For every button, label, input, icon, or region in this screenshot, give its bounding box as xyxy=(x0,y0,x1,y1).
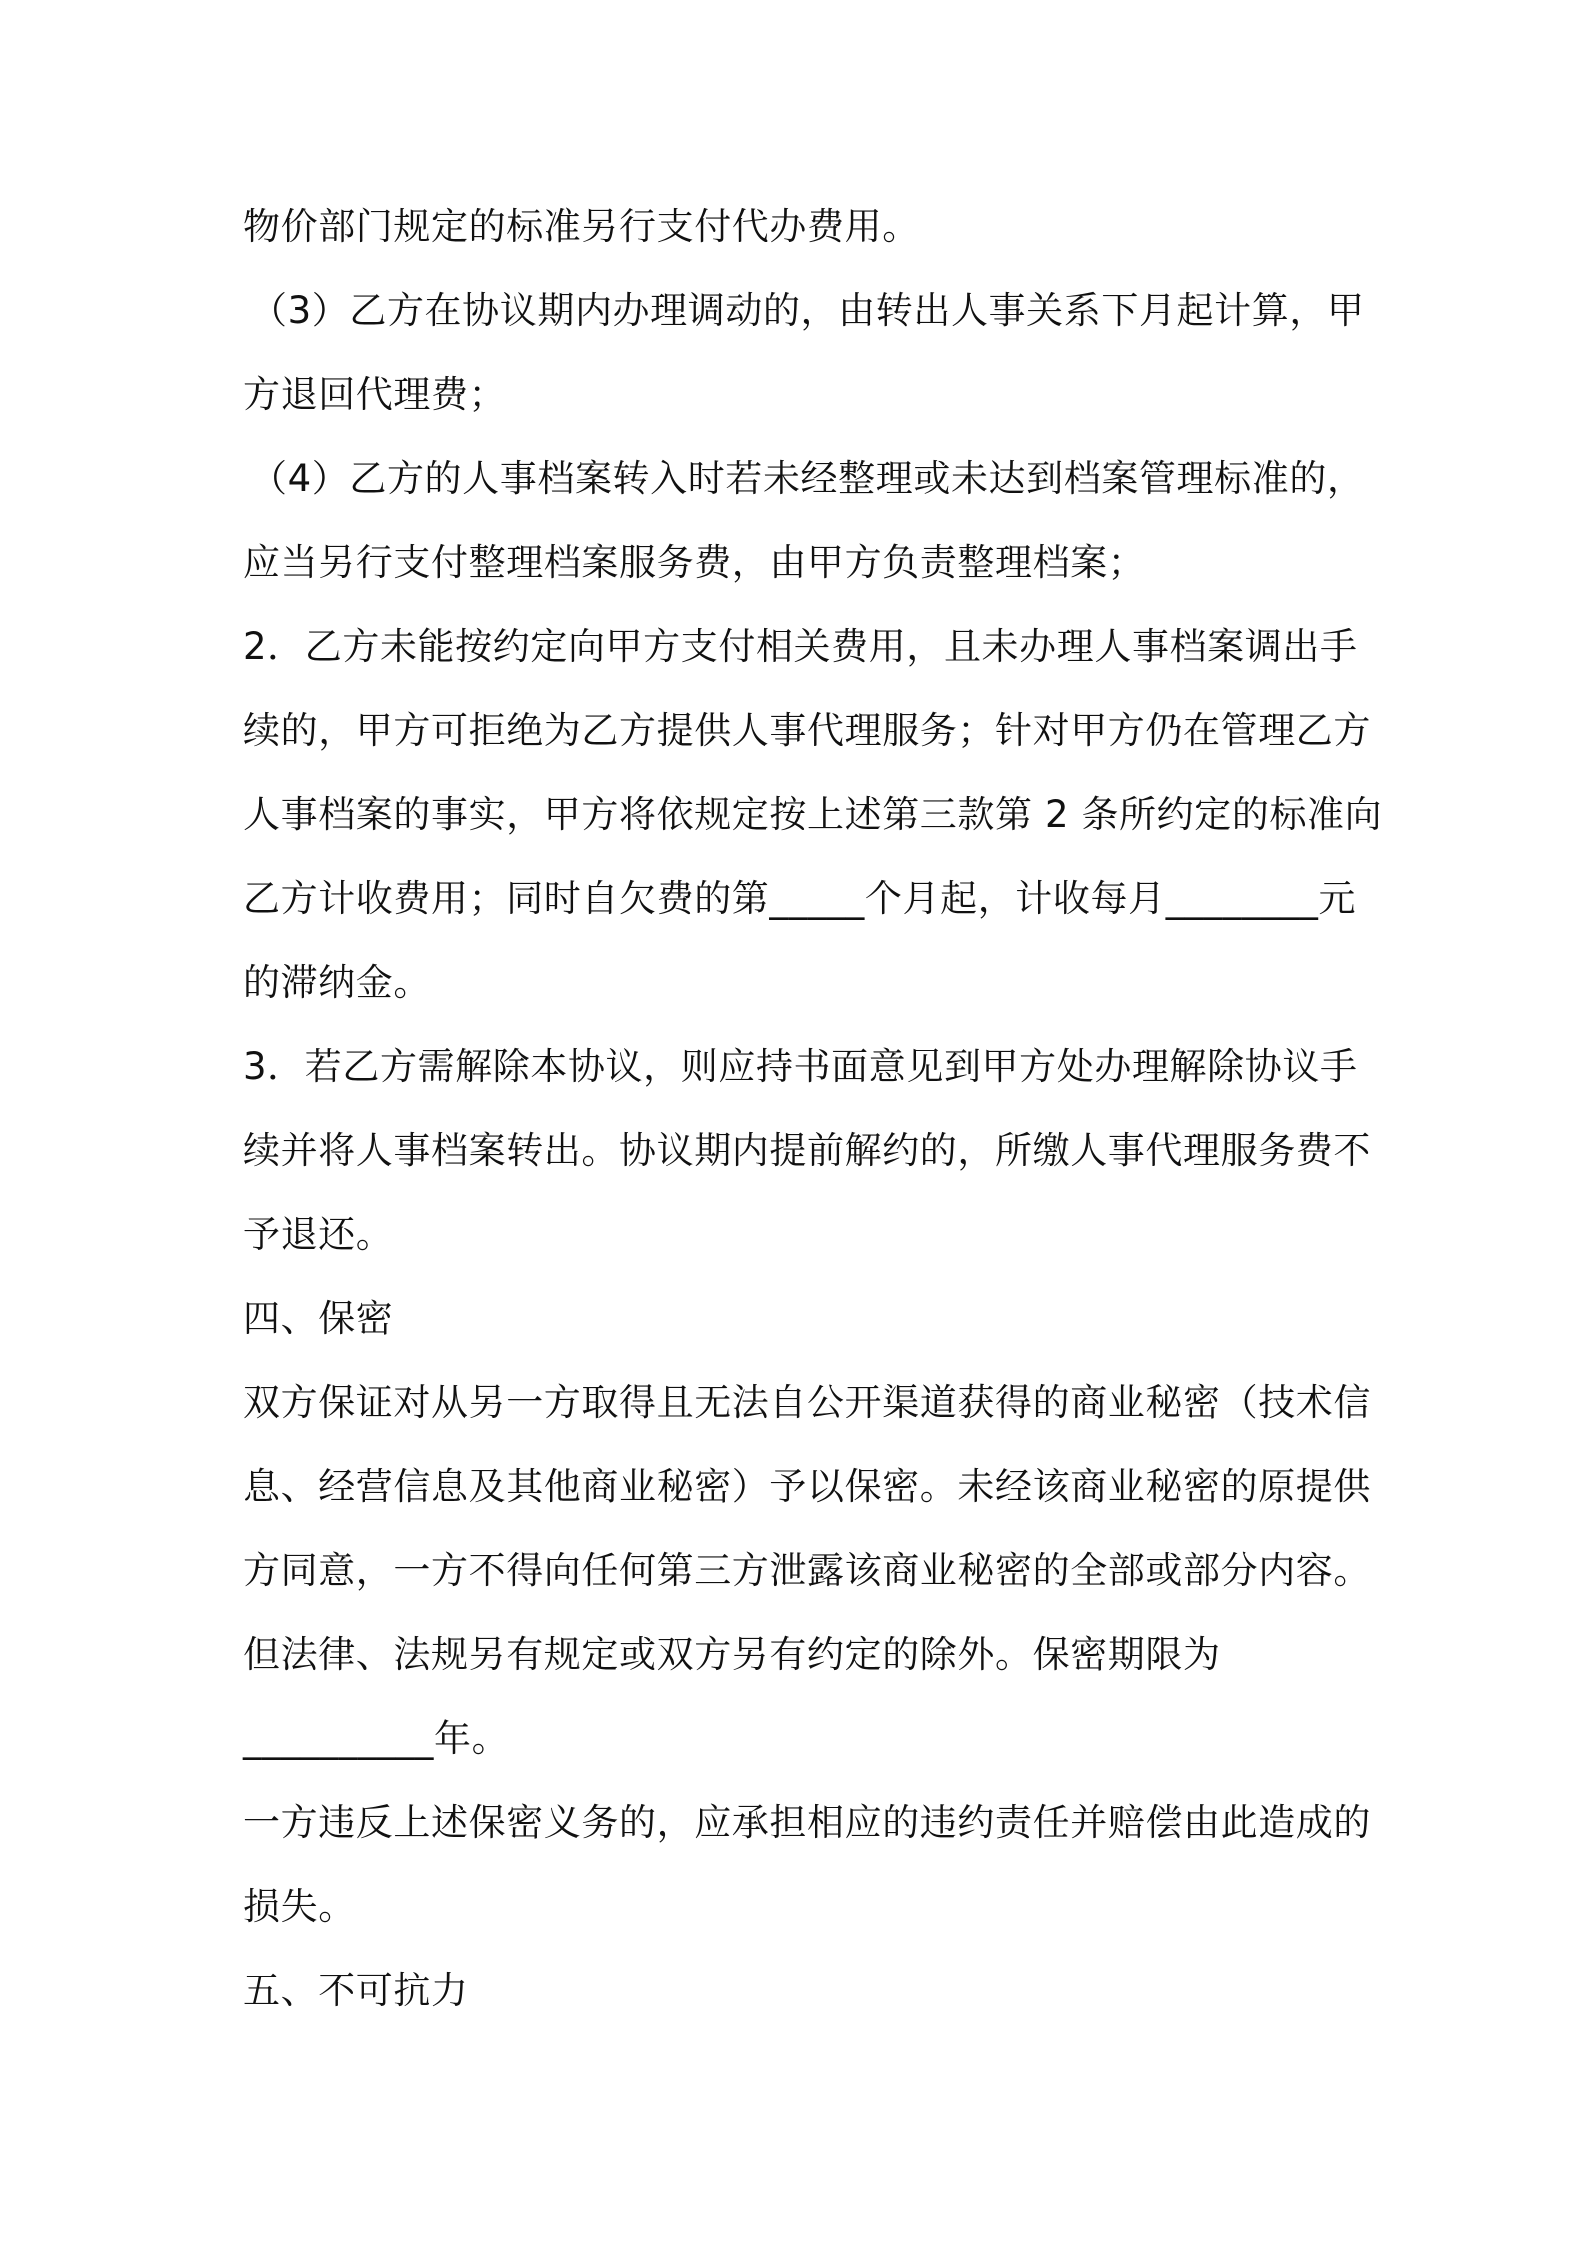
text-line-archive-fee: 应当另行支付整理档案服务费，由甲方负责整理档案； xyxy=(243,541,1146,584)
text-line-refund: 方退回代理费； xyxy=(243,373,507,416)
clause-4-archive: （4）乙方的人事档案转入时若未经整理或未达到档案管理标准的， xyxy=(250,457,1365,500)
text-line-confidentiality-period: __________年。 xyxy=(243,1717,510,1760)
text-line-confidentiality-3: 方同意，一方不得向任何第三方泄露该商业秘密的全部或部分内容。 xyxy=(243,1549,1371,1592)
text-line-no-refund-end: 予退还。 xyxy=(243,1213,394,1256)
text-line-late-fee: 乙方计收费用；同时自欠费的第_____个月起，计收每月________元 xyxy=(243,877,1357,920)
text-line-fee-standard: 物价部门规定的标准另行支付代办费用。 xyxy=(243,205,920,248)
text-line-refuse-service: 续的，甲方可拒绝为乙方提供人事代理服务；针对甲方仍在管理乙方 xyxy=(243,709,1371,752)
clause-2-unpaid-fees: 2．乙方未能按约定向甲方支付相关费用，且未办理人事档案调出手 xyxy=(243,625,1358,668)
text-line-confidentiality-2: 息、经营信息及其他商业秘密）予以保密。未经该商业秘密的原提供 xyxy=(243,1465,1371,1508)
text-line-late-fee-end: 的滞纳金。 xyxy=(243,961,431,1004)
text-line-charge-standard: 人事档案的事实，甲方将依规定按上述第三款第 2 条所约定的标准向 xyxy=(243,793,1383,836)
clause-3-transfer: （3）乙方在协议期内办理调动的，由转出人事关系下月起计算，甲 xyxy=(250,289,1365,332)
text-line-confidentiality-4: 但法律、法规另有规定或双方另有约定的除外。保密期限为 xyxy=(243,1633,1221,1676)
text-line-no-refund: 续并将人事档案转出。协议期内提前解约的，所缴人事代理服务费不 xyxy=(243,1129,1371,1172)
section-heading-confidentiality: 四、保密 xyxy=(243,1297,394,1340)
section-heading-force-majeure: 五、不可抗力 xyxy=(243,1969,469,2012)
text-line-breach: 一方违反上述保密义务的，应承担相应的违约责任并赔偿由此造成的 xyxy=(243,1801,1371,1844)
text-line-breach-end: 损失。 xyxy=(243,1885,356,1928)
clause-3-termination: 3．若乙方需解除本协议，则应持书面意见到甲方处办理解除协议手 xyxy=(243,1045,1358,1088)
text-line-confidentiality-1: 双方保证对从另一方取得且无法自公开渠道获得的商业秘密（技术信 xyxy=(243,1381,1371,1424)
